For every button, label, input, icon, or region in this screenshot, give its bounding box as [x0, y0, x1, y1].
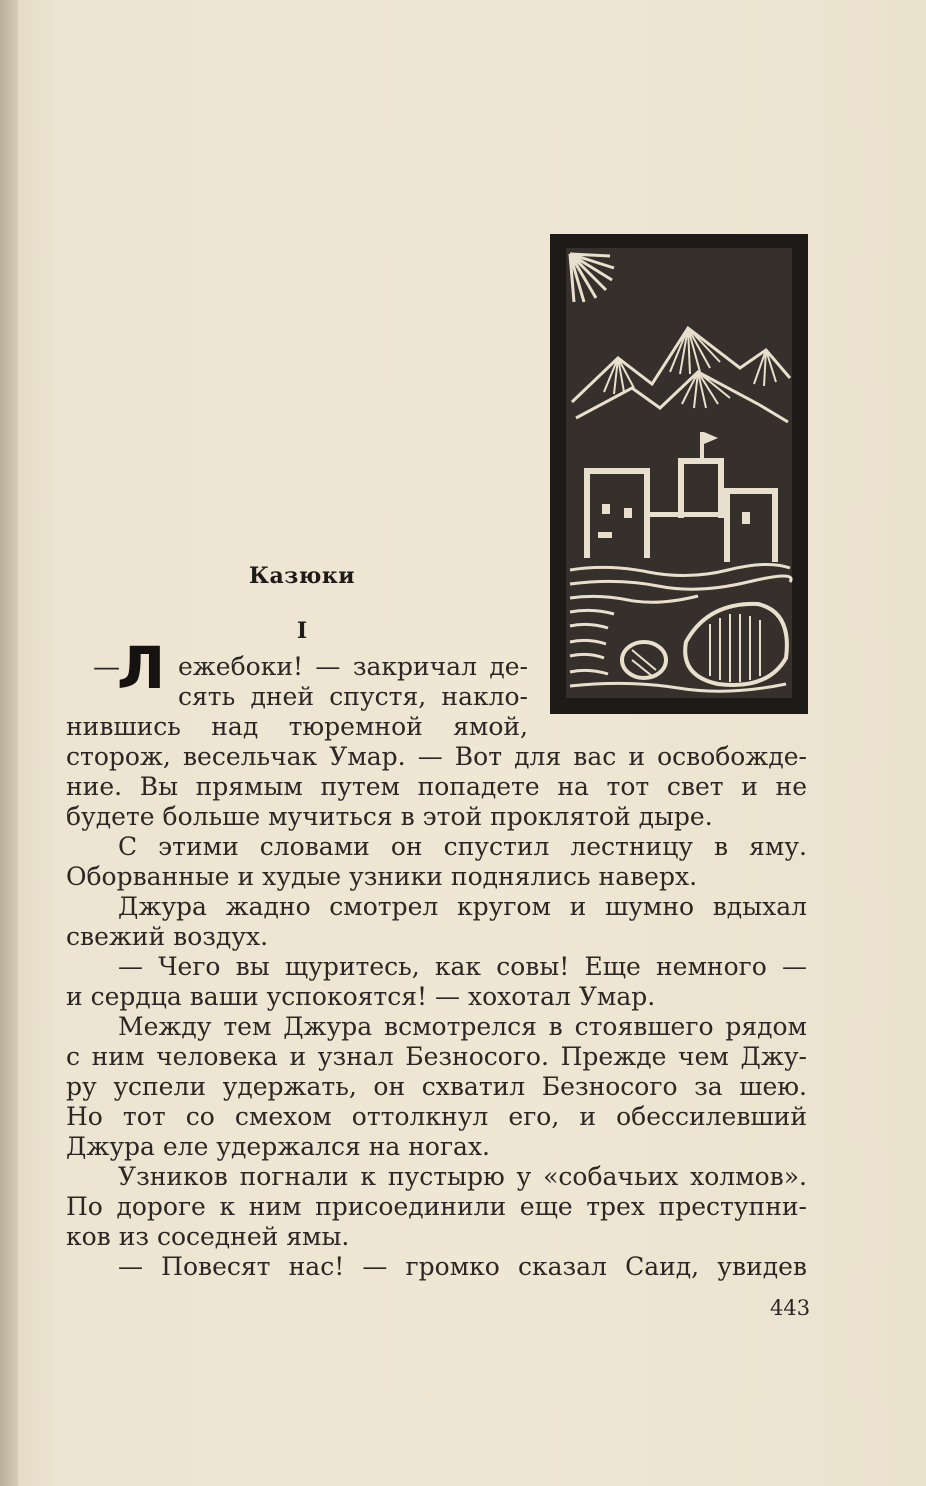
text-line: сять дней спустя, накло- — [178, 682, 528, 711]
section-number: I — [296, 618, 308, 644]
opening-dash: — — [93, 652, 120, 683]
text-line: сторож, весельчак Умар. — Вот для вас и освобожде- — [66, 742, 807, 771]
chapter-title: Казюки — [248, 563, 356, 589]
text-line: и сердца ваши успокоятся! — хохотал Умар. — [66, 982, 656, 1011]
text-line: ние. Вы прямым путем попадете на тот свет и не — [66, 772, 807, 801]
text-line: с ним человека и узнал Безносого. Прежде чем Джу- — [66, 1042, 807, 1071]
text-line: Оборванные и худые узники поднялись наверх. — [66, 862, 698, 891]
text-line: свежий воздух. — [66, 922, 269, 951]
text-line: нившись над тюремной ямой, — [66, 712, 528, 741]
woodcut-illustration — [548, 232, 810, 716]
text-line: Джура еле удержался на ногах. — [66, 1132, 490, 1161]
text-line: Между тем Джура всмотрелся в стоявшего рядом — [118, 1012, 807, 1041]
text-line: ков из соседней ямы. — [66, 1222, 350, 1251]
text-line: Узников погнали к пустырю у «собачьих холмов». — [118, 1162, 807, 1191]
text-line: — Чего вы щуритесь, как совы! Еще немного — — [118, 952, 807, 981]
text-line: — Повесят нас! — громко сказал Саид, увидев — [118, 1252, 807, 1281]
text-line: По дороге к ним присоединили еще трех преступни- — [66, 1192, 807, 1221]
page-number: 443 — [770, 1296, 811, 1320]
drop-cap-letter: Л — [117, 634, 166, 702]
page-gutter-shadow — [0, 0, 18, 1486]
text-line: ру успели удержать, он схватил Безносого за шею. — [66, 1072, 807, 1101]
text-line: будете больше мучиться в этой проклятой дыре. — [66, 802, 713, 831]
text-line: С этими словами он спустил лестницу в яму. — [118, 832, 807, 861]
text-line: Джура жадно смотрел кругом и шумно вдыхал — [118, 892, 807, 921]
text-line: ежебоки! — закричал де- — [178, 652, 528, 681]
text-line: Но тот со смехом оттолкнул его, и обессилевший — [66, 1102, 807, 1131]
